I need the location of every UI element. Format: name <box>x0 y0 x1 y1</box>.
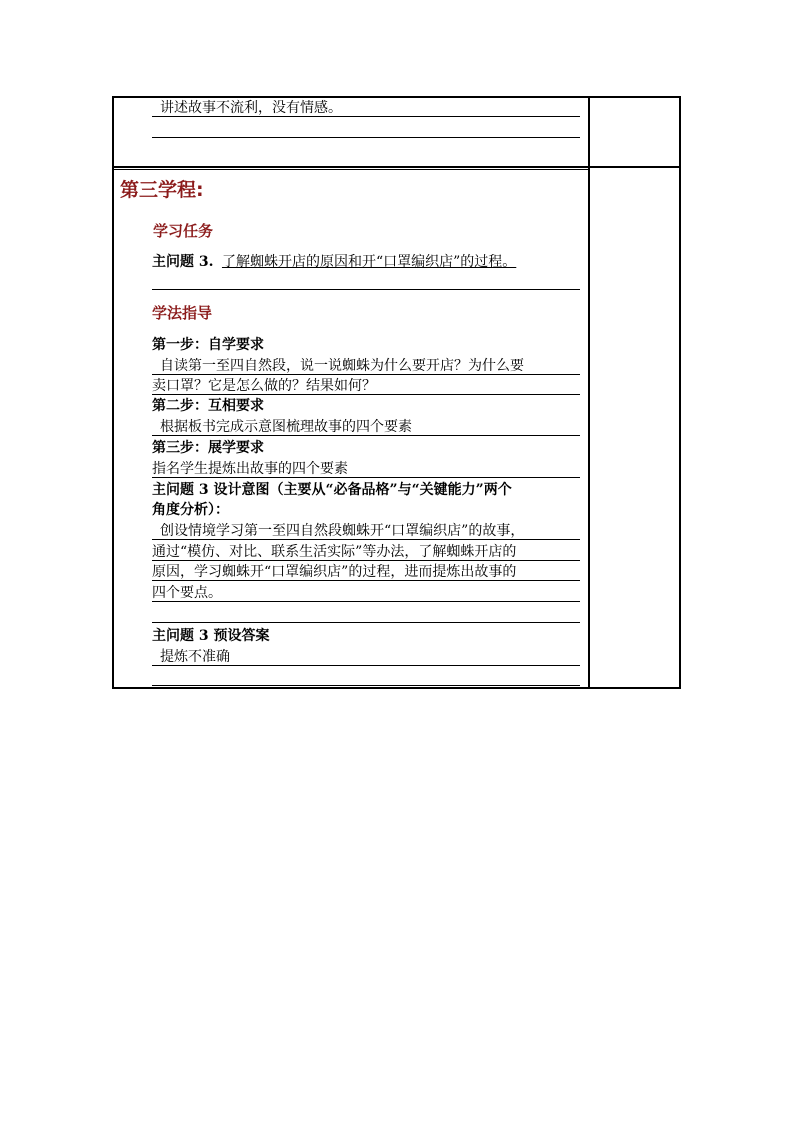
answer-line <box>152 539 580 540</box>
step1-line2: 卖口罩？它是怎么做的？结果如何？ <box>152 378 376 394</box>
method-heading: 学法指导 <box>152 304 213 322</box>
answer-line <box>152 580 580 581</box>
design-line1: 创设情境学习第一至四自然段蜘蛛开“口罩编织店”的故事， <box>160 523 525 539</box>
answer-line <box>152 435 580 436</box>
step1-label: 第一步：自学要求 <box>152 337 264 353</box>
step3-text: 指名学生提炼出故事的四个要素 <box>152 461 348 477</box>
answer-label: 主问题 3 预设答案 <box>152 628 270 644</box>
main-question <box>152 253 516 271</box>
row1-text: 讲述故事不流利，没有情感。 <box>160 100 342 116</box>
design-label-line2: 角度分析）： <box>152 502 229 518</box>
answer-line <box>152 289 580 290</box>
row-divider-inner <box>114 169 588 170</box>
answer-line <box>152 374 580 375</box>
step2-label: 第二步：互相要求 <box>152 398 264 414</box>
answer-line <box>152 394 580 395</box>
design-line2: 通过“模仿、对比、联系生活实际”等办法，了解蜘蛛开店的 <box>152 544 517 560</box>
answer-line <box>152 116 580 117</box>
main-question-label: 主问题 3. <box>152 254 214 270</box>
answer-line <box>152 601 580 602</box>
step2-text: 根据板书完成示意图梳理故事的四个要素 <box>160 419 412 435</box>
main-question-text: 了解蜘蛛开店的原因和开“口罩编织店”的过程。 <box>221 254 517 270</box>
step1-line1: 自读第一至四自然段，说一说蜘蛛为什么要开店？为什么要 <box>160 358 524 374</box>
answer-text: 提炼不准确 <box>160 649 230 665</box>
answer-line <box>152 622 580 623</box>
answer-line <box>152 665 580 666</box>
design-line4: 四个要点。 <box>152 585 222 601</box>
section-title: 第三学程: <box>120 179 204 201</box>
answer-line <box>152 560 580 561</box>
design-label-line1: 主问题 3 设计意图（主要从“必备品格”与“关键能力”两个 <box>152 482 512 498</box>
column-divider <box>588 98 590 687</box>
answer-line <box>152 685 580 686</box>
task-heading: 学习任务 <box>153 222 214 240</box>
design-line3: 原因，学习蜘蛛开“口罩编织店”的过程，进而提炼出故事的 <box>152 564 517 580</box>
row-divider <box>114 166 679 168</box>
answer-line <box>152 477 580 478</box>
answer-line <box>152 137 580 138</box>
step3-label: 第三步：展学要求 <box>152 440 264 456</box>
